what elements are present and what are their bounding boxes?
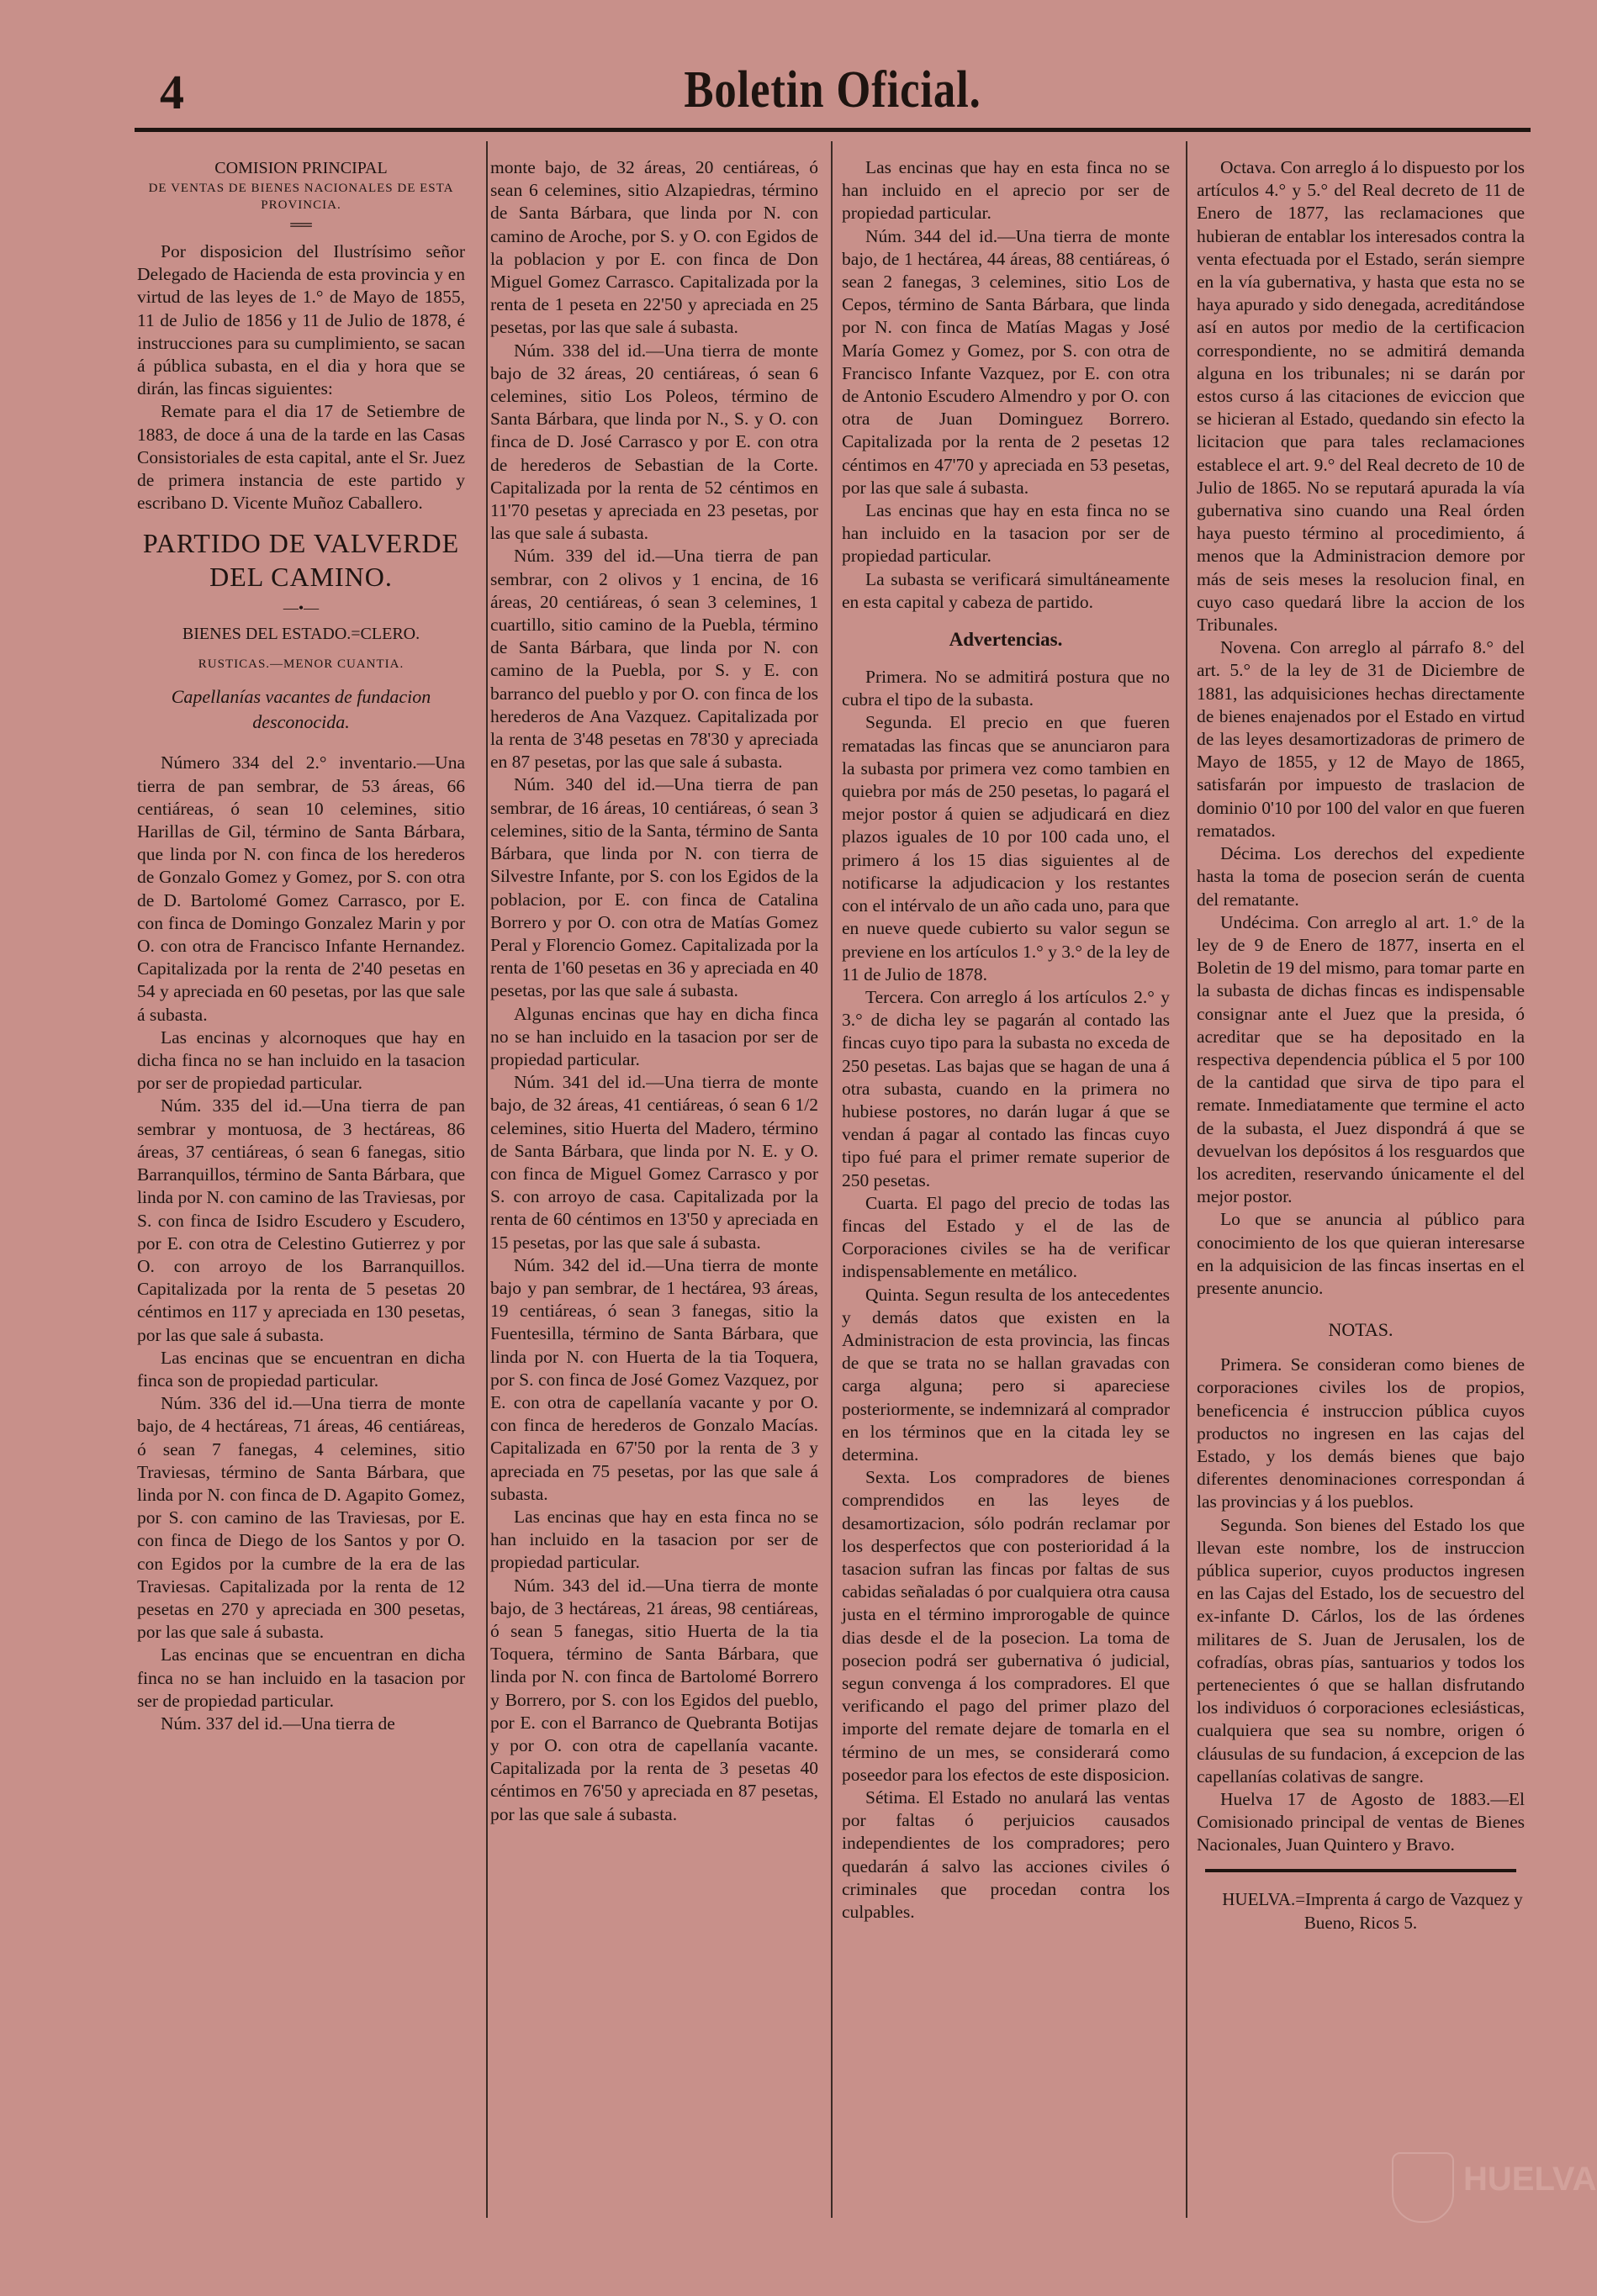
paragraph: Remate para el dia 17 de Setiembre de 1883, de doce á una de la tarde en las Casas Consistoriales de esta capital, ante el Sr. Juez de primera instancia de este partido y escribano D. Vicente Muñoz Caballero. <box>137 401 465 514</box>
paragraph: monte bajo, de 32 áreas, 20 centiáreas, ó sean 6 celemines, sitio Alzapiedras, término de Santa Bárbara, que linda por N. con camino de Aroche, por S. y O. con Egidos de la poblacion y por E. con finca de Don Miguel Gomez Carrasco. Capitalizada por la renta de 1 peseta en 22'50 y apreciada en 25 pesetas, por las que sale á subasta. <box>490 157 818 338</box>
newspaper-title: Boletin Oficial. <box>684 61 981 119</box>
section-title: COMISION PRINCIPAL <box>214 159 388 177</box>
paragraph: Las encinas que hay en esta finca no se han incluido en el aprecio por ser de propiedad particular. <box>842 157 1170 224</box>
paragraph: Número 334 del 2.° inventario.—Una tierra de pan sembrar, de 53 áreas, 66 centiáreas, ó sean 10 celemines, sitio Harillas de Gil, término de Santa Bárbara, que linda por N. con finca de los herederos de Gonzalo Gomez y Gomez, por S. con otra de D. Bartolomé Gomez Carrasco, por E. con finca de Domingo Gonzalez Marin y por O. con otra de Francisco Infante Hernandez. Capitalizada por la renta de 2'40 pesetas en 54 y apreciada en 60 pesetas, por las que sale á subasta. <box>137 752 465 1025</box>
paragraph: Primera. No se admitirá postura que no cubra el tipo de la subasta. <box>842 667 1170 710</box>
category-subheading: RUSTICAS.—MENOR CUANTIA. <box>198 657 405 672</box>
district-heading: PARTIDO DE VALVERDE DEL CAMINO. <box>142 528 460 593</box>
column-divider-2 <box>831 141 833 2218</box>
paragraph: Núm. 338 del id.—Una tierra de monte bajo de 32 áreas, 20 centiáreas, ó sean 6 celemines, sitio Los Poleos, término de Santa Bárbara, que linda por N., S. y O. con finca de D. José Carrasco y por E. con otra de herederos de Sebastian de la Corte. Capitalizada por la renta de 52 céntimos en 11'70 pesetas y apreciada en 23 pesetas, por las que sale á subasta. <box>490 340 818 544</box>
paragraph: Décima. Los derechos del expediente hasta la toma de posecion serán de cuenta del rematante. <box>1197 843 1525 910</box>
paragraph: Núm. 339 del id.—Una tierra de pan sembrar, con 2 olivos y 1 encina, de 16 áreas, 20 centiáreas, ó sean 3 celemines, 1 cuartillo, sitio camino de la Puebla, término de Santa Bárbara, que linda por N. con camino de la Puebla, por S. y E. con barranco del pueblo y por O. con finca de los herederos de Ana Vazquez. Capitalizada por la renta de 3'48 pesetas en 78'30 y apreciada en 87 pesetas, por las que sale á subasta. <box>490 546 818 773</box>
paragraph: Octava. Con arreglo á lo dispuesto por los artículos 4.° y 5.° del Real decreto de 11 de Enero de 1877, las reclamaciones que hubieran de entablar los interesados contra la venta efectuada por el Estado, serán siempre en la vía gubernativa, y hasta que esta no se haya apurado y sido denegada, acreditándose así en autos por medio de la certificacion correspondiente, no se admitirá demanda alguna en los tribunales; ni se darán por estos curso á las citaciones de eviccion que se hicieran al Estado, quedando sin efecto la licitacion que para tales reclamaciones establece el art. 9.° del Real decreto de 10 de Julio de 1865. No se reputará apurada la vía gubernativa sino cuando una Real órden haya puesto término al procedimiento, á menos que la Administracion demore por más de seis meses la resolucion final, en cuyo caso quedará libre la accion de los Tribunales. <box>1197 157 1525 636</box>
archive-seal-icon <box>1392 2152 1454 2223</box>
paragraph: Las encinas que hay en esta finca no se han incluido en la tasacion por ser de propiedad particular. <box>842 500 1170 567</box>
column-1 <box>137 156 465 1735</box>
printer-imprint: HUELVA.=Imprenta á cargo de Vazquez y Bueno, Ricos 5. <box>1222 1888 1523 1933</box>
paragraph: Núm. 336 del id.—Una tierra de monte bajo, de 4 hectáreas, 71 áreas, 46 centiáreas, ó sean 7 fanegas, 4 celemines, sitio Traviesas, término de Santa Bárbara, que linda por N. con finca de D. Agapito Gomez, por S. con camino de las Traviesas, por E. con finca de Diego de los Santos y por O. con Egidos por la cumbre de la era de las Traviesas. Capitalizada por la renta de 12 pesetas en 270 y apreciada en 300 pesetas, por las que sale á subasta. <box>137 1393 465 1643</box>
paragraph: Las encinas que se encuentran en dicha finca no se han incluido en la tasacion por ser de propiedad particular. <box>137 1644 465 1711</box>
advertencias-heading: Advertencias. <box>949 629 1063 651</box>
paragraph: Novena. Con arreglo al párrafo 8.° del art. 5.° de la ley de 31 de Diciembre de 1881, las adquisiciones hechas directamente de bienes enajenados por el Estado en virtud de las leyes desamortizadoras de primero de Mayo de 1855, y 12 de Mayo de 1865, satisfarán por impuesto de traslacion de dominio 0'10 por 100 del valor en que fueren rematados. <box>1197 637 1525 841</box>
paragraph: Lo que se anuncia al público para conocimiento de los que quieran interesarse en la adquisicion de las fincas insertas en el presente anuncio. <box>1197 1209 1525 1298</box>
ornament-divider: ══ <box>290 216 312 233</box>
paragraph: Sétima. El Estado no anulará las ventas por faltas ó perjuicios causados independientes de los compradores; pero quedarán á salvo las acciones civiles ó criminales que procedan contra los culpables. <box>842 1787 1170 1923</box>
page-header <box>135 61 1531 128</box>
paragraph: Sexta. Los compradores de bienes comprendidos en las leyes de desamortizacion, sólo podrán reclamar por los desperfectos que con posterioridad á la tasacion sufran las fincas por faltas de sus cabidas señaladas ó por cualquiera otra causa justa en el término improrogable de quince dias desde el de la posecion. La toma de posecion podrá ser gubernativa ó judicial, segun convenga á los compradores. El que verificando el pago del primer plazo del importe del remate dejare de tomarla en el término de un mes, se considerará como poseedor para los efectos de este disposicion. <box>842 1467 1170 1785</box>
footer-rule <box>1205 1869 1516 1872</box>
header-rule <box>135 128 1531 132</box>
paragraph: Núm. 342 del id.—Una tierra de monte bajo y pan sembrar, de 1 hectárea, 93 áreas, 19 centiáreas, ó sean 3 fanegas, sitio la Fuentesilla, término de Santa Bárbara, que linda por N. con Huerta de la tia Toquera, por S. con finca de José Gomez Vazquez, por E. con otra de capellanía vacante y por O. con finca de herederos de Gonzalo Macías. Capitalizada en 67'50 por la renta de 3 y apreciada en 75 pesetas, por las que sale á subasta. <box>490 1254 818 1504</box>
paragraph: Algunas encinas que hay en dicha finca no se han incluido en la tasacion por ser de propiedad particular. <box>490 1003 818 1069</box>
signature-paragraph: Huelva 17 de Agosto de 1883.—El Comisionado principal de ventas de Bienes Nacionales, Juan Quintero y Bravo. <box>1197 1789 1525 1855</box>
page-number: 4 <box>160 65 184 119</box>
paragraph: Las encinas y alcornoques que hay en dicha finca no se han incluido en la tasacion por ser de propiedad particular. <box>137 1027 465 1094</box>
paragraph: Núm. 343 del id.—Una tierra de monte bajo, de 3 hectáreas, 21 áreas, 98 centiáreas, ó sean 5 fanegas, sitio Huerta de la tia Toquera, término de Santa Bárbara, que linda por N. con finca de Bartolomé Borrero y Borrero, por S. con los Egidos del pueblo, por E. con el Barranco de Quebranta Botijas y por O. con otra de capellanía vacante. Capitalizada por la renta de 3 pesetas 40 céntimos en 76'50 y apreciada en 87 pesetas, por las que sale á subasta. <box>490 1575 818 1824</box>
paragraph: Núm. 340 del id.—Una tierra de pan sembrar, de 16 áreas, 10 centiáreas, ó sean 3 celemines, sitio de la Santa, término de Santa Bárbara, que linda por N. con tierra de Silvestre Infante, por S. con los Egidos de la poblacion, por E. con finca de Catalina Borrero y por O. con otra de Matías Gomez Peral y Florencio Gomez. Capitalizada por la renta de 1'60 pesetas en 36 y apreciada en 40 pesetas, por las que sale á subasta. <box>490 774 818 1001</box>
archive-watermark: HUELVA <box>1463 2161 1597 2198</box>
paragraph: Núm. 337 del id.—Una tierra de <box>161 1713 395 1734</box>
paragraph: Núm. 341 del id.—Una tierra de monte bajo, de 32 áreas, 41 centiáreas, ó sean 6 1/2 celemines, sitio Huerta del Madero, término de Santa Bárbara, que linda por N. E. y O. con finca de Miguel Gomez Carrasco y por S. con arroyo de casa. Capitalizada por la renta de 60 céntimos en 13'50 y apreciada en 15 pesetas, por las que sale á subasta. <box>490 1072 818 1253</box>
paragraph: Quinta. Segun resulta de los antecedentes y demás datos que existen en la Administracion de esta provincia, las fincas de que se trata no se hallan gravadas con carga alguna; pero si apareciese posteriormente, se indemnizará al comprador en los términos que en la citada ley se determina. <box>842 1284 1170 1465</box>
column-3 <box>842 156 1170 1924</box>
paragraph: Primera. Se consideran como bienes de corporaciones civiles los de propios, beneficencia é instruccion pública cuyos productos no ingresen en las cajas del Estado, y los demás bienes que bajo diferentes denominaciones correspondan á las provincias y á los pueblos. <box>1197 1354 1525 1512</box>
paragraph: Las encinas que se encuentran en dicha finca son de propiedad particular. <box>137 1347 465 1391</box>
section-subtitle: DE VENTAS DE BIENES NACIONALES DE ESTA PROVINCIA. <box>148 182 454 212</box>
italic-heading: Capellanías vacantes de fundacion desconocida. <box>171 686 431 733</box>
paragraph: Núm. 335 del id.—Una tierra de pan sembrar y montuosa, de 3 hectáreas, 86 áreas, 37 centiáreas, ó sean 6 fanegas, sitio Barranquillos, término de Santa Bárbara, que linda por N. con camino de las Traviesas, por S. con finca de Isidro Escudero y Escudero, por E. con otra de Celestino Gutierrez y por O. con arroyo de los Barranquillos. Capitalizada por la renta de 5 pesetas 20 céntimos en 117 y apreciada en 130 pesetas, por las que sale á subasta. <box>137 1095 465 1345</box>
paragraph: Cuarta. El pago del precio de todas las fincas del Estado y el de las de Corporaciones civiles se ha de verificar indispensablemente en metálico. <box>842 1192 1170 1282</box>
paragraph: Tercera. Con arreglo á los artículos 2.° y 3.° de dicha ley se pagarán al contado las fincas cuyo tipo para la subasta no exceda de 250 pesetas. Las bajas que se hagan de una á otra subasta, cuando en la primera no hubiese postores, no darán lugar á que se vendan á pagar al contado las fincas cuyo tipo fué para el primer remate superior de 250 pesetas. <box>842 986 1170 1190</box>
notas-heading: NOTAS. <box>1328 1319 1393 1341</box>
column-2 <box>490 156 818 1826</box>
paragraph: Segunda. El precio en que fueren rematadas las fincas que se anunciaron para la subasta por primera vez como tambien en quiebra por más de 250 pesetas, lo pagará el mejor postor á quien se adjudicará en diez plazos iguales de 10 por 100 cada uno, el primero á los 15 dias siguientes al de notificarse la adjudicacion y los restantes con el intérvalo de un año cada uno, para que en nueve quede cubierto su valor segun se previene en los artículos 1.° y 3.° de la ley de 11 de Julio de 1878. <box>842 712 1170 984</box>
paragraph: Las encinas que hay en esta finca no se han incluido en la tasacion por ser de propiedad particular. <box>490 1506 818 1573</box>
column-divider-3 <box>1186 141 1187 2218</box>
paragraph: Undécima. Con arreglo al art. 1.° de la ley de 9 de Enero de 1877, inserta en el Boletin de 19 del mismo, para tomar parte en la subasta de dichas fincas es indispensable consignar ante el Juez que la presida, ó acreditar que se ha depositado en la respectiva dependencia pública el 5 por 100 de la cantidad que sirva de tipo para el remate. Inmediatamente que termine el acto de la subasta, el Juez dispondrá á que se devuelvan los depósitos á los resguardos que los acrediten, reservando únicamente el del mejor postor. <box>1197 911 1525 1207</box>
category-heading: BIENES DEL ESTADO.=CLERO. <box>182 625 420 644</box>
paragraph: Segunda. Son bienes del Estado los que llevan este nombre, los de instruccion pública superior, cuyos productos ingresen en las Cajas del Estado, los de secuestro del ex-infante D. Cárlos, los de las órdenes militares de S. Juan de Jerusalen, los de cofradías, obras pías, santuarios y todos los pertenecientes ó que se hallan disfrutando los individuos ó corporaciones eclesiásticas, cualquiera que sea su nombre, origen ó cláusulas de su fundacion, á excepcion de las capellanías colativas de sangre. <box>1197 1514 1525 1787</box>
column-divider-1 <box>486 141 488 2218</box>
paragraph: Por disposicion del Ilustrísimo señor Delegado de Hacienda de esta provincia y en virtud de las leyes de 1.° de Mayo de 1855, 11 de Julio de 1856 y 11 de Julio de 1878, é instrucciones para su cumplimiento, se sacan á pública subasta, en el dia y hora que se dirán, las fincas siguientes: <box>137 241 465 399</box>
column-4 <box>1197 156 1525 1934</box>
paragraph: Núm. 344 del id.—Una tierra de monte bajo, de 1 hectárea, 44 áreas, 88 centiáreas, ó sean 2 fanegas, 3 celemines, sitio Los de Cepos, término de Santa Bárbara, que linda por N. con finca de Matías Magas y José María Gomez y Gomez, por S. con otra de Francisco Infante Vazquez, por E. con otra de Antonio Escudero Almendro y por O. con otra de Juan Dominguez Borrero. Capitalizada por la renta de 2 pesetas 12 céntimos en 47'70 y apreciada en 53 pesetas, por las que sale á subasta. <box>842 225 1170 498</box>
ornament-divider: —•— <box>283 599 320 617</box>
paragraph: La subasta se verificará simultáneamente en esta capital y cabeza de partido. <box>842 568 1170 612</box>
